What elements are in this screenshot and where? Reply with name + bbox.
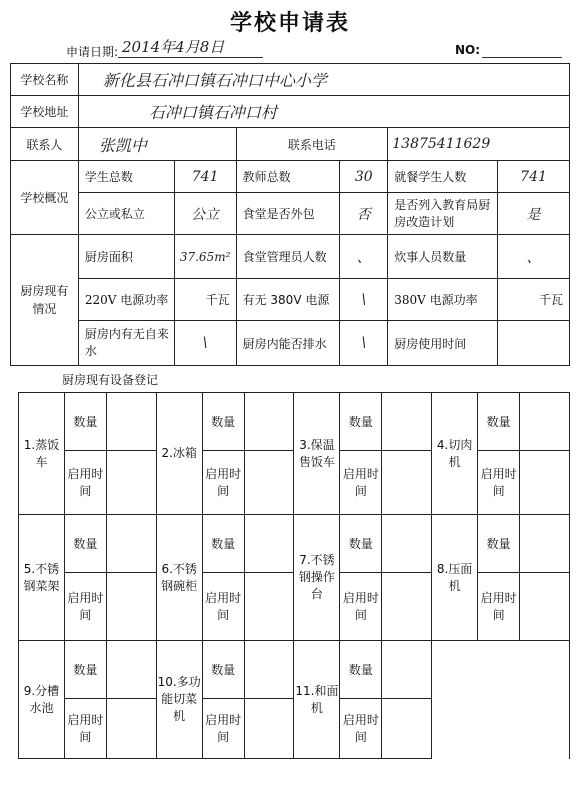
equipment-name: 8.压面机: [432, 515, 478, 641]
students-value[interactable]: 741: [174, 161, 236, 193]
date-underline: [118, 57, 263, 58]
qty-field[interactable]: [106, 393, 156, 451]
time-field[interactable]: [106, 699, 156, 759]
managers-value[interactable]: 、: [340, 235, 388, 279]
phone-value[interactable]: 13875411629: [388, 128, 570, 161]
qty-label: 数量: [340, 393, 382, 451]
qty-field[interactable]: [382, 515, 432, 573]
kitchen-label: 厨房现有情况: [11, 235, 79, 366]
qty-field[interactable]: [106, 641, 156, 699]
time-label: 启用时间: [64, 451, 106, 515]
date-label: 申请日期:: [66, 45, 119, 59]
time-field[interactable]: [382, 573, 432, 641]
cooks-label: 炊事人员数量: [388, 235, 498, 279]
time-label: 启用时间: [202, 699, 244, 759]
time-field[interactable]: [106, 451, 156, 515]
time-field[interactable]: [244, 699, 294, 759]
qty-label: 数量: [202, 393, 244, 451]
contact-label: 联系人: [11, 128, 79, 161]
dining-label: 就餐学生人数: [388, 161, 498, 193]
equipment-table: [18, 392, 570, 759]
outsource-label: 食堂是否外包: [236, 193, 340, 235]
qty-label: 数量: [64, 515, 106, 573]
power220-label: 220V 电源功率: [78, 279, 174, 321]
qty-field[interactable]: [244, 515, 294, 573]
equipment-name: 6.不锈钢碗柜: [156, 515, 202, 641]
qty-label: 数量: [202, 515, 244, 573]
time-label: 启用时间: [478, 573, 520, 641]
time-label: 启用时间: [478, 451, 520, 515]
use-time-label: 厨房使用时间: [388, 321, 498, 366]
qty-label: 数量: [202, 641, 244, 699]
form-title: 学校申请表: [229, 11, 350, 36]
qty-field[interactable]: [520, 393, 570, 451]
time-field[interactable]: [382, 699, 432, 759]
no-underline: [482, 57, 562, 58]
qty-field[interactable]: [244, 641, 294, 699]
address-label: 学校地址: [11, 96, 79, 128]
power220-unit[interactable]: 千瓦: [174, 279, 236, 321]
equipment-name: 2.冰箱: [156, 393, 202, 515]
application-table: [10, 63, 570, 366]
school-name-value[interactable]: 新化县石冲口镇石冲口中心小学: [78, 64, 569, 96]
time-label: 启用时间: [340, 699, 382, 759]
empty-cell: [432, 641, 478, 759]
time-label: 启用时间: [202, 451, 244, 515]
time-label: 启用时间: [340, 451, 382, 515]
equipment-name: 10.多功能切菜机: [156, 641, 202, 759]
use-time-value[interactable]: [498, 321, 570, 366]
qty-field[interactable]: [382, 641, 432, 699]
contact-value[interactable]: 张凯中: [78, 128, 236, 161]
has380-label: 有无 380V 电源: [236, 279, 340, 321]
qty-field[interactable]: [106, 515, 156, 573]
qty-label: 数量: [340, 515, 382, 573]
qty-field[interactable]: [382, 393, 432, 451]
water-in-label: 厨房内有无自来水: [78, 321, 174, 366]
area-label: 厨房面积: [78, 235, 174, 279]
cooks-value[interactable]: 、: [498, 235, 570, 279]
date-value: 2014年4月8日: [122, 38, 225, 56]
public-label: 公立或私立: [78, 193, 174, 235]
dining-value[interactable]: 741: [498, 161, 570, 193]
qty-label: 数量: [64, 641, 106, 699]
qty-label: 数量: [340, 641, 382, 699]
time-field[interactable]: [244, 573, 294, 641]
qty-label: 数量: [478, 515, 520, 573]
qty-label: 数量: [64, 393, 106, 451]
teachers-value[interactable]: 30: [340, 161, 388, 193]
equipment-name: 9.分槽水池: [19, 641, 65, 759]
power380-label: 380V 电源功率: [388, 279, 498, 321]
drain-label: 厨房内能否排水: [236, 321, 340, 366]
equipment-section-label: 厨房现有设备登记: [62, 373, 159, 387]
no-label: NO:: [455, 43, 481, 57]
equipment-name: 3.保温售饭车: [294, 393, 340, 515]
teachers-label: 教师总数: [236, 161, 340, 193]
empty-cell: [478, 641, 570, 759]
time-field[interactable]: [382, 451, 432, 515]
equipment-name: 5.不锈钢菜架: [19, 515, 65, 641]
time-label: 启用时间: [202, 573, 244, 641]
students-label: 学生总数: [78, 161, 174, 193]
equipment-name: 1.蒸饭车: [19, 393, 65, 515]
outsource-value[interactable]: 否: [340, 193, 388, 235]
managers-label: 食堂管理员人数: [236, 235, 340, 279]
equipment-name: 4.切肉机: [432, 393, 478, 515]
plan-label: 是否列入教育局厨房改造计划: [388, 193, 498, 235]
equipment-name: 7.不锈钢操作台: [294, 515, 340, 641]
overview-label: 学校概况: [11, 161, 79, 235]
time-field[interactable]: [520, 451, 570, 515]
time-label: 启用时间: [64, 699, 106, 759]
phone-label: 联系电话: [236, 128, 388, 161]
has380-value[interactable]: \: [340, 279, 388, 321]
water-in-value[interactable]: \: [174, 321, 236, 366]
equipment-name: 11.和面机: [294, 641, 340, 759]
power380-unit[interactable]: 千瓦: [498, 279, 570, 321]
time-field[interactable]: [244, 451, 294, 515]
qty-field[interactable]: [520, 515, 570, 573]
drain-value[interactable]: \: [340, 321, 388, 366]
school-name-label: 学校名称: [11, 64, 79, 96]
public-value[interactable]: 公立: [174, 193, 236, 235]
time-label: 启用时间: [340, 573, 382, 641]
qty-label: 数量: [478, 393, 520, 451]
address-value[interactable]: 石冲口镇石冲口村: [78, 96, 569, 128]
area-value[interactable]: 37.65m²: [174, 235, 236, 279]
time-field[interactable]: [520, 573, 570, 641]
time-label: 启用时间: [64, 573, 106, 641]
plan-value[interactable]: 是: [498, 193, 570, 235]
qty-field[interactable]: [244, 393, 294, 451]
time-field[interactable]: [106, 573, 156, 641]
